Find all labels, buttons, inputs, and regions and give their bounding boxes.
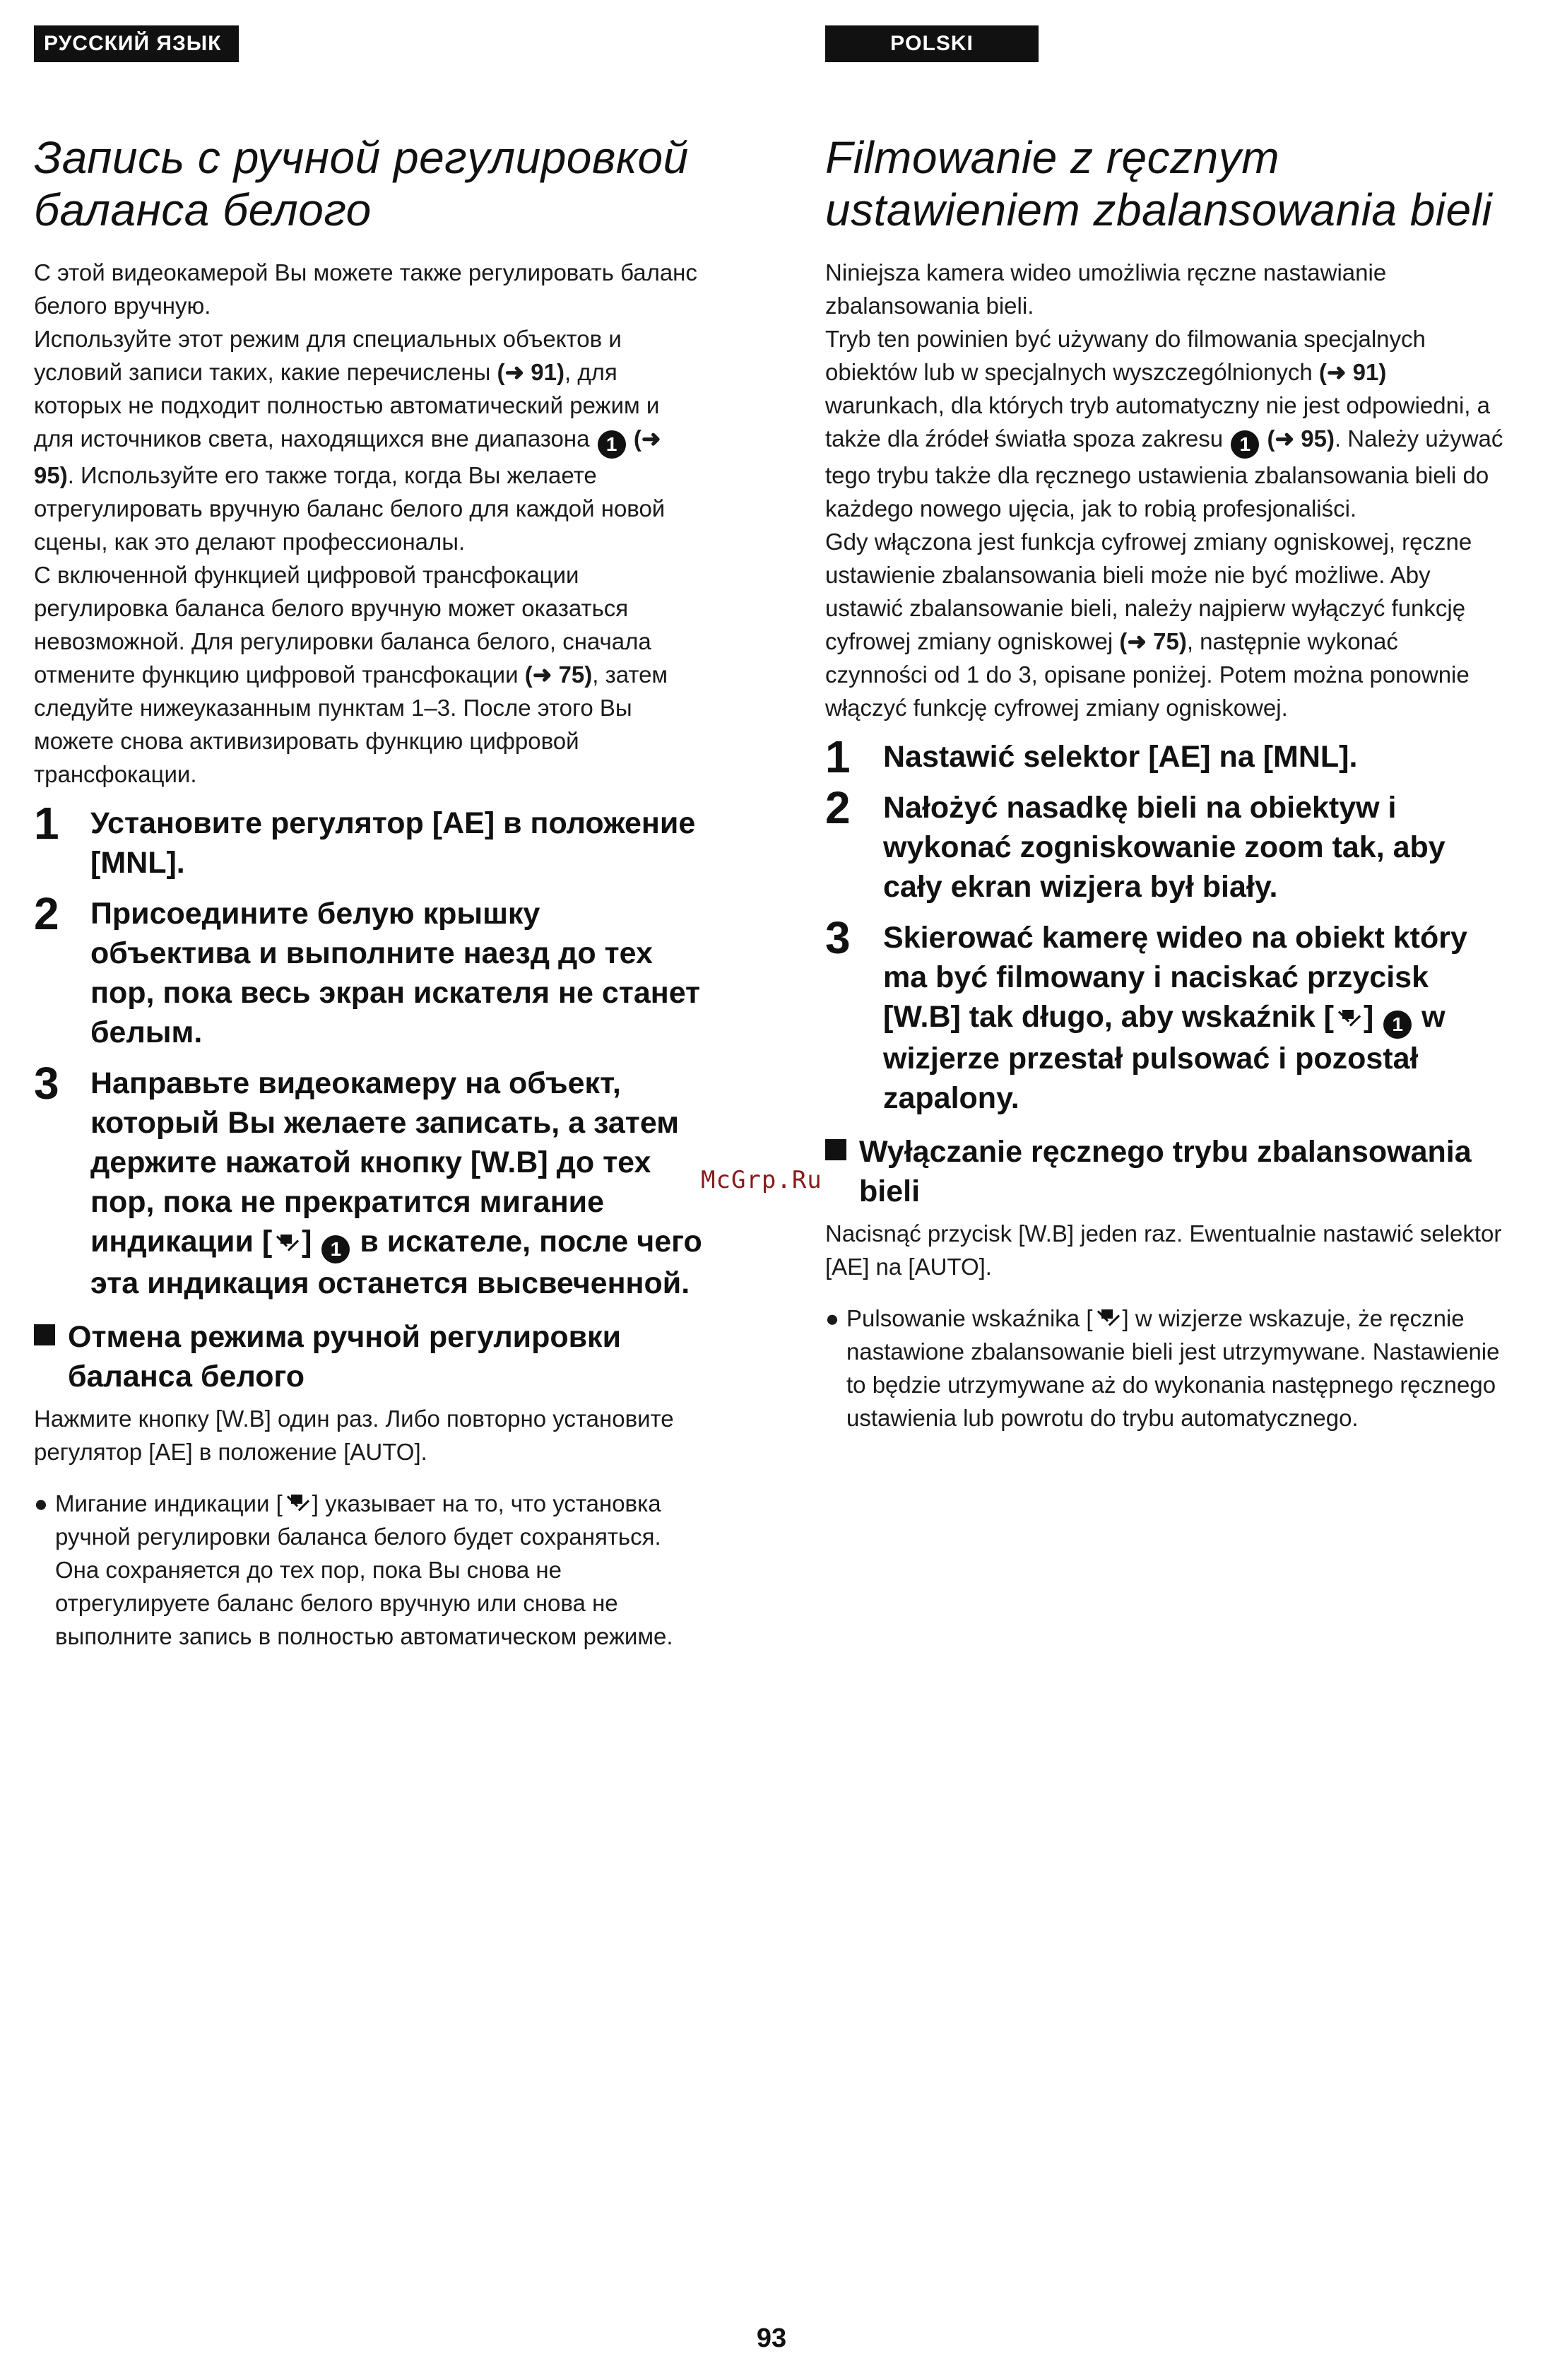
white-balance-icon [283, 1490, 312, 1514]
indicator-1-icon: 1 [598, 430, 626, 459]
indicator-1-icon: 1 [1383, 1011, 1412, 1039]
indicator-1-icon: 1 [321, 1235, 350, 1263]
square-bullet-icon [34, 1324, 55, 1345]
digital-zoom-paragraph [34, 558, 705, 791]
cancel-instructions: Nacisnąć przycisk [W.B] jeden raz. Ewentualnie nastawić selektor [AE] na [AUTO]. [825, 1220, 1502, 1280]
usage-text-1: Tryb ten powinien być używany do filmowania specjalnych obiektów lub w specjalnych wyszczególnionych [825, 326, 1426, 385]
step-text [883, 921, 1467, 1115]
step-number: 1 [825, 731, 851, 782]
page-reference-75: (➜ 75) [524, 661, 593, 688]
digital-zoom-text-2: , затем следуйте нижеуказанным пунктам 1–3. После этого Вы можете снова активизировать функцию цифровой трансфокации. [34, 661, 668, 787]
step-text-part: в искателе, после чего эта индикация останется высвеченной. [90, 1225, 702, 1300]
white-balance-icon [272, 1230, 302, 1254]
bullet-icon: ● [34, 1490, 48, 1516]
step-text-part: w wizjerze przestał pulsować i pozostał zapalony. [883, 1000, 1446, 1115]
page-title-russian: Запись с ручной регулировкой баланса белого [34, 132, 689, 235]
white-balance-icon [1334, 1006, 1364, 1030]
step-number: 1 [34, 798, 59, 849]
page-reference-95: (➜ 95) [34, 425, 661, 488]
step-number: 2 [34, 888, 59, 939]
note-item [34, 1487, 705, 1653]
usage-text-2: warunkach, dla których tryb automatyczny nie jest odpowiedni, a także dla źródeł światła spoza zakresu [825, 392, 1490, 452]
step-text: Nałożyć nasadkę bieli na obiektyw i wykonać zogniskowanie zoom tak, aby cały ekran wizjera był biały. [883, 791, 1446, 904]
language-tab-polish: POLSKI [825, 25, 1039, 62]
step-number: 2 [825, 782, 851, 833]
watermark: McGrp.Ru [701, 1166, 822, 1194]
page-reference-95: (➜ 95) [1267, 425, 1335, 452]
cancel-instructions: Нажмите кнопку [W.B] один раз. Либо повторно установите регулятор [AE] в положение [AUTO]. [34, 1406, 674, 1465]
digital-zoom-paragraph [825, 525, 1503, 724]
note-text-part: ] w wizjerze wskazuje, że ręcznie nastawione zbalansowanie bieli jest utrzymywane. Nastawienie to będzie utrzymywane aż do wykonania następnego ręcznego ustawienia lub powrotu do trybu automatycznego. [846, 1305, 1500, 1431]
step-1 [34, 798, 705, 883]
square-bullet-icon [825, 1139, 846, 1160]
page-title-polish: Filmowanie z ręcznym ustawieniem zbalansowania bieli [825, 132, 1493, 235]
subheading-text: Отмена режима ручной регулировки баланса белого [68, 1320, 622, 1394]
language-tab-russian: РУССКИЙ ЯЗЫК [34, 25, 239, 62]
step-text: Установите регулятор [AE] в положение [MNL]. [90, 806, 696, 880]
page-reference-91: (➜ 91) [1318, 359, 1387, 385]
page-reference-91: (➜ 91) [497, 359, 564, 385]
steps-list-polish [825, 731, 1503, 1118]
step-3 [825, 912, 1503, 1118]
digital-zoom-text-2: , następnie wykonać czynności od 1 do 3, opisane poniżej. Potem można ponownie włączyć funkcję cyfrowej zmiany ogniskowej. [825, 628, 1470, 721]
digital-zoom-text-1: Gdy włączona jest funkcja cyfrowej zmiany ogniskowej, ręczne ustawienie zbalansowania bieli może nie być możliwe. Aby ustawić zbalansowanie bieli, należy najpierw wyłączyć funkcję cyfrowej zmiany ogniskowej [825, 529, 1472, 654]
step-text [90, 1066, 702, 1300]
step-number: 3 [825, 912, 851, 963]
usage-text-1: Используйте этот режим для специальных объектов и условий записи таких, какие перечислены [34, 326, 622, 385]
step-1 [825, 731, 1503, 782]
polish-column [825, 25, 1503, 1435]
note-item [825, 1302, 1503, 1435]
page-number: 93 [756, 2323, 787, 2353]
note-text-part: Pulsowanie wskaźnika [ [846, 1305, 1093, 1331]
step-text-part: ] [302, 1225, 321, 1259]
digital-zoom-text-1: С включенной функцией цифровой трансфокации регулировка баланса белого вручную может оказаться невозможной. Для регулировки баланса белого, сначала отмените функцию цифровой трансфокации [34, 562, 651, 688]
step-text: Присоедините белую крышку объектива и выполните наезд до тех пор, пока весь экран искателя не станет белым. [90, 897, 701, 1049]
step-2 [825, 782, 1503, 907]
step-text: Nastawić selektor [AE] na [MNL]. [883, 740, 1358, 774]
indicator-1-icon: 1 [1231, 430, 1259, 459]
usage-text-2: , для которых не подходит полностью автоматический режим и для источников света, находящихся вне диапазона [34, 359, 660, 452]
note-text-part: ] указывает на то, что установка ручной регулировки баланса белого будет сохраняться. Она сохраняется до тех пор, пока Вы снова не отрегулируете баланс белого вручную или снова не выполните запись в полностью автоматическом режиме. [55, 1490, 673, 1649]
step-3 [34, 1058, 705, 1303]
usage-paragraph [34, 322, 705, 558]
usage-text-3: . Należy używać tego trybu także dla ręcznego ustawienia zbalansowania bieli do każdego nowego ujęcia, jak to robią profesjonaliści. [825, 425, 1503, 522]
steps-list-russian [34, 798, 705, 1303]
step-text-part: Направьте видеокамеру на объект, который Вы желаете записать, а затем держите нажатой кнопку [W.B] до тех пор, пока не прекратится мигание индикации [ [90, 1066, 679, 1259]
white-balance-icon [1093, 1305, 1123, 1329]
cancel-manual-wb-heading [825, 1132, 1503, 1211]
cancel-manual-wb-heading [34, 1317, 705, 1396]
step-2 [34, 888, 705, 1052]
intro-paragraph: С этой видеокамерой Вы можете также регулировать баланс белого вручную. [34, 259, 697, 319]
bullet-icon: ● [825, 1305, 839, 1331]
page-reference-75: (➜ 75) [1119, 628, 1187, 654]
note-text-part: Мигание индикации [ [55, 1490, 283, 1516]
step-number: 3 [34, 1058, 59, 1109]
usage-paragraph [825, 322, 1503, 525]
step-text-part: Skierować kamerę wideo na obiekt który ma być filmowany i naciskać przycisk [W.B] tak długo, aby wskaźnik [ [883, 921, 1467, 1034]
subheading-text: Wyłączanie ręcznego trybu zbalansowania bieli [859, 1135, 1472, 1208]
intro-paragraph: Niniejsza kamera wideo umożliwia ręczne nastawianie zbalansowania bieli. [825, 259, 1387, 319]
russian-column [34, 25, 705, 1653]
usage-text-3: . Используйте его также тогда, когда Вы желаете отрегулировать вручную баланс белого для каждой новой сцены, как это делают профессионалы. [34, 462, 666, 555]
step-text-part: ] [1363, 1000, 1383, 1034]
